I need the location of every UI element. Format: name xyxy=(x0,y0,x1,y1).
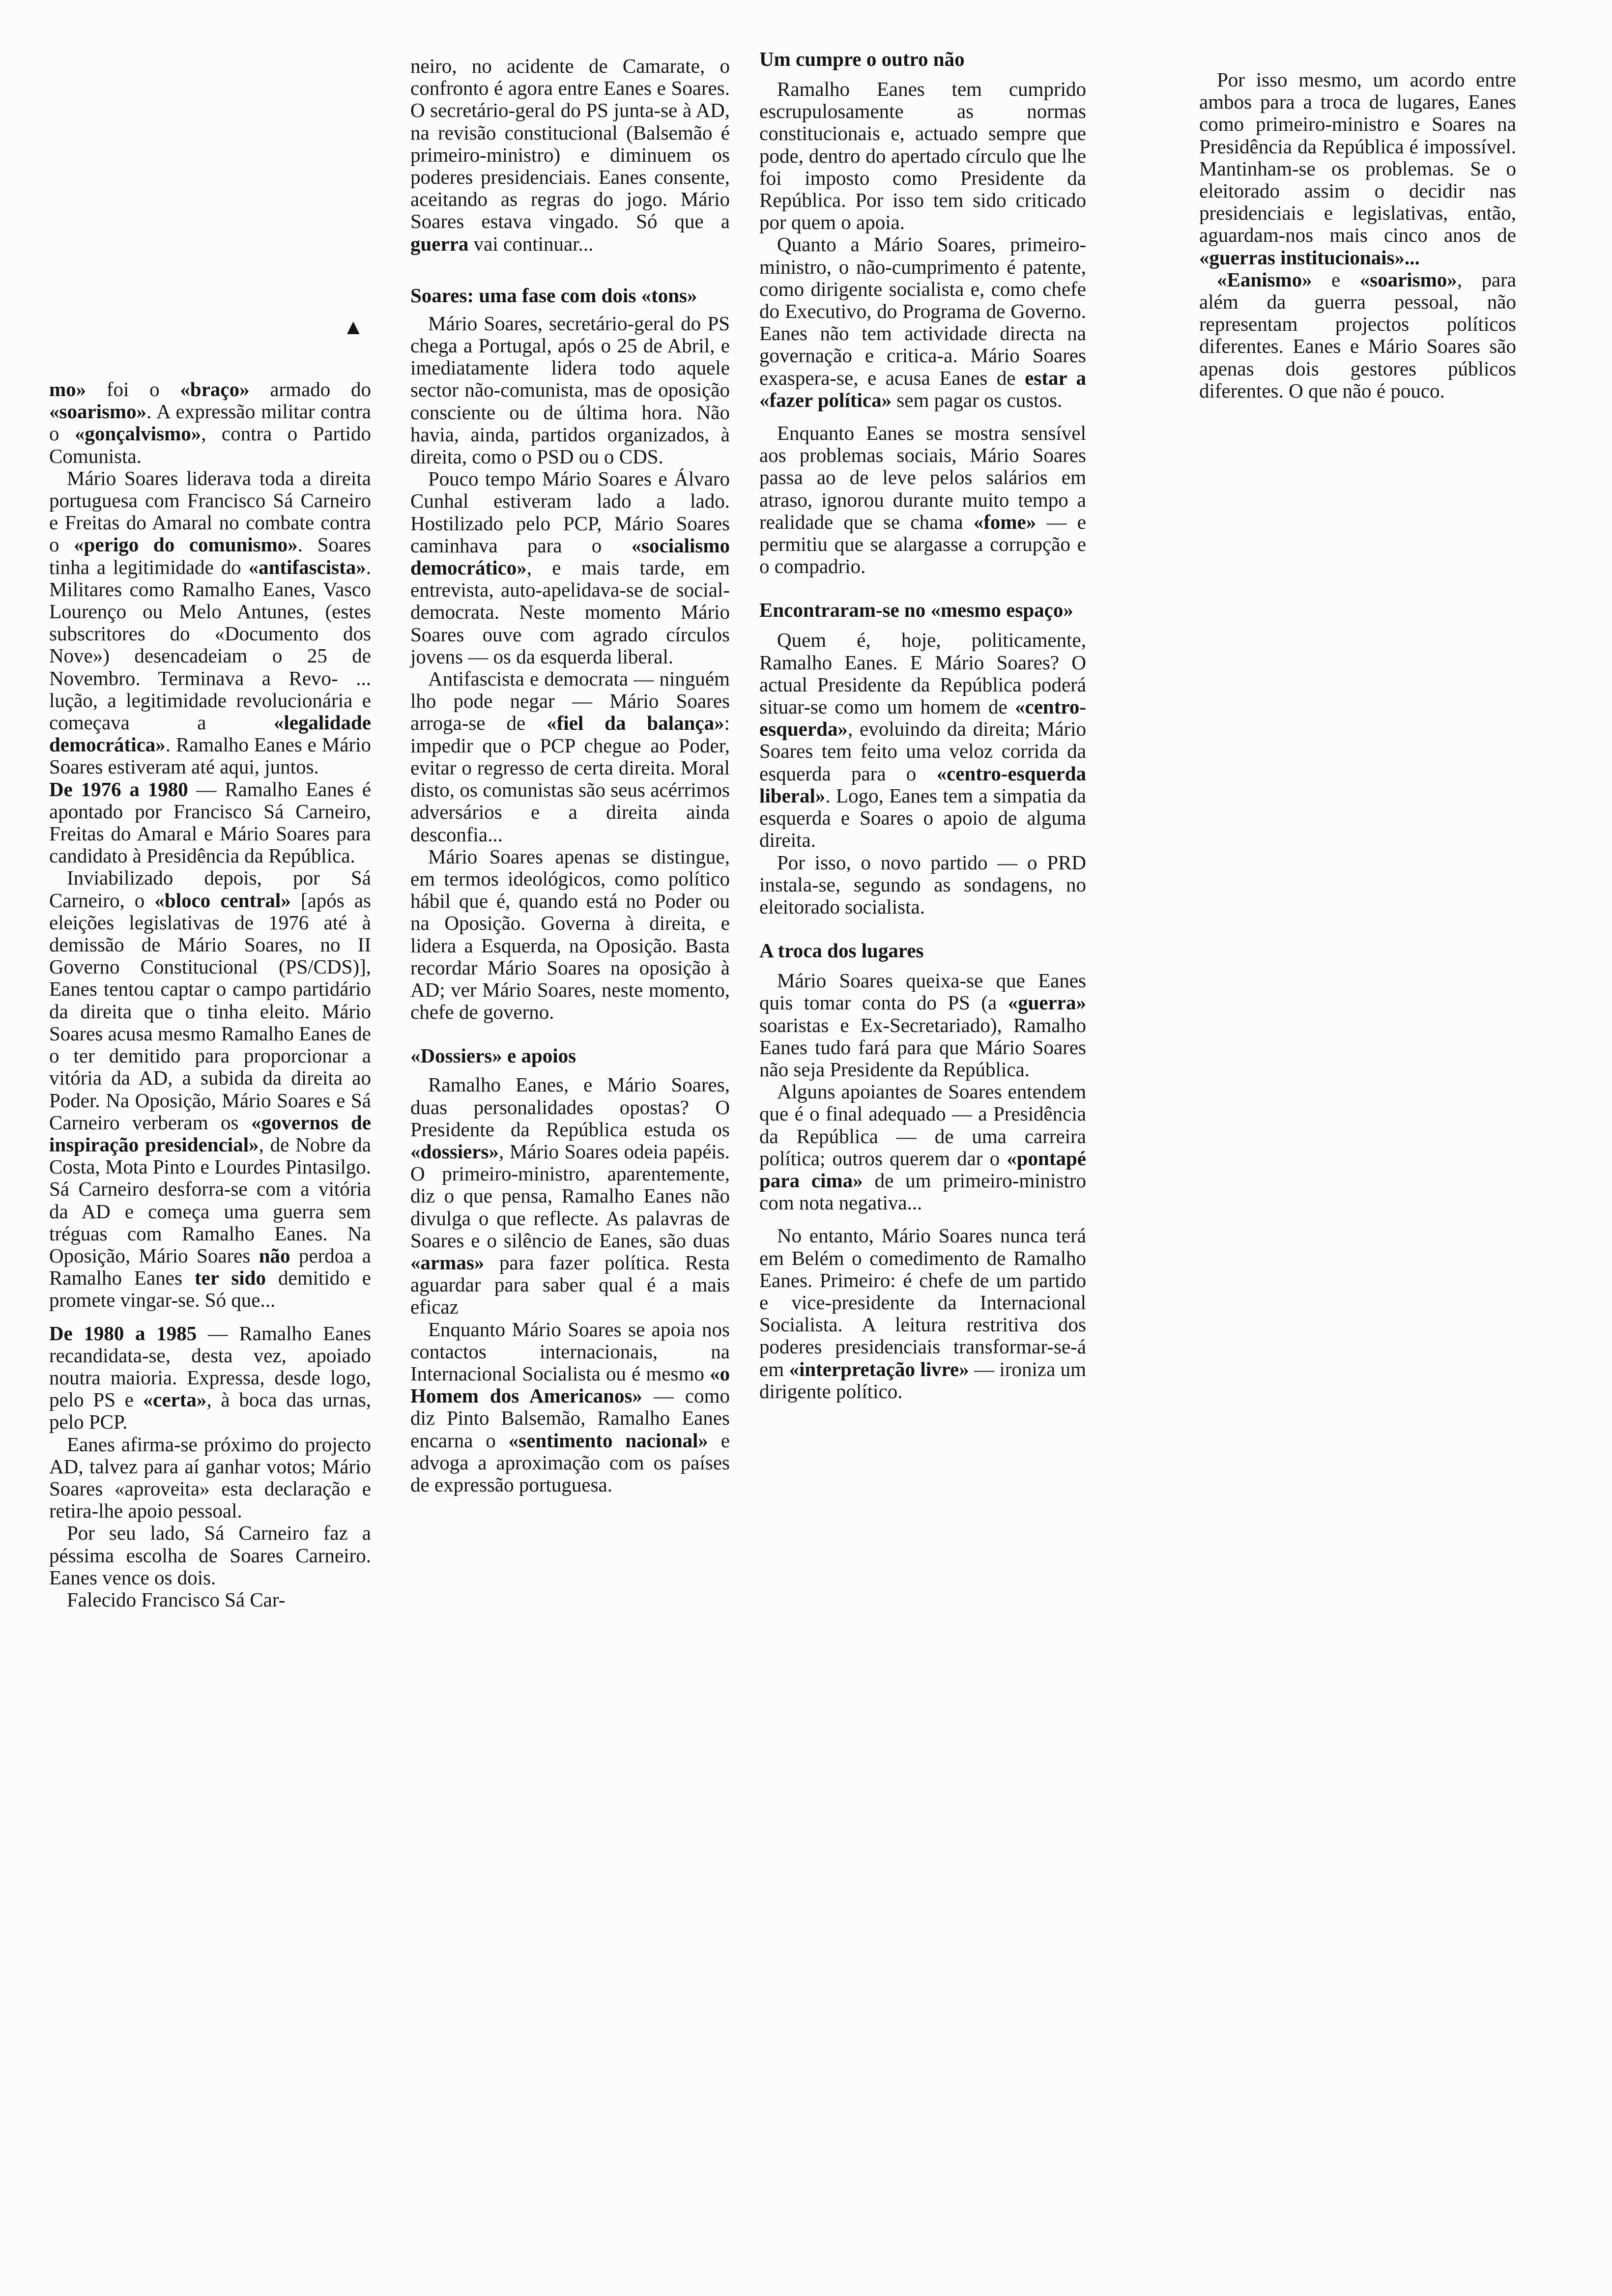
paragraph xyxy=(49,1434,371,1522)
bold-text-run: «interpretação livre» xyxy=(789,1357,969,1380)
text-run: Mário Soares liderava toda a direita portuguesa com Francisco Sá Carneiro e Freitas do Amaral no combate contra o xyxy=(49,466,371,556)
bold-text-run: não xyxy=(259,1244,290,1267)
bold-text-run: «sentimento nacional» xyxy=(508,1429,708,1452)
paragraph xyxy=(759,970,1086,1081)
text-run: Por isso mesmo, um acordo entre ambos para a troca de lugares, Eanes como primeiro-ministro e Soares na Presidência da República é impossível. Mantinham-se os problemas. Se o eleitorado assim o decidir nas presidenciais e legislativas, então, aguardam-nos mais cinco anos de xyxy=(1199,68,1516,247)
paragraph xyxy=(49,778,371,867)
bold-text-run: «guerra» xyxy=(1008,991,1086,1014)
bold-text-run: «centro-esquerda» xyxy=(759,695,1086,741)
paragraph xyxy=(410,668,730,846)
text-run: Quanto a Mário Soares, primeiro-ministro, o não-cumprimento é patente, como dirigente socialista e, como chefe do Executivo, do Programa de Governo. Eanes não tem actividade directa na governação e critica-a. Mário Soares exaspera-se, e acusa Eanes de xyxy=(759,233,1086,389)
text-run: — Ramalho Eanes recandidata-se, desta vez, apoiado noutra maioria. Expressa, desde logo, pelo PS e xyxy=(49,1321,372,1411)
paragraph xyxy=(49,378,371,467)
text-run: . Logo, Eanes tem a simpatia da esquerda e Soares o apoio de alguma direita. xyxy=(759,784,1086,852)
text-run: neiro, no acidente de Camarate, o confronto é agora entre Eanes e Soares. O secretário-geral do PS junta-se à AD, na revisão constitucional (Balsemão é primeiro-ministro) e diminuem os poderes presidenciais. Eanes consente, aceitando as regras do jogo. Mário Soares estava vingado. Só que a xyxy=(410,55,730,233)
paragraph xyxy=(410,846,730,1024)
text-run: foi o xyxy=(86,378,180,401)
text-run: . Soares tinha a legitimidade do xyxy=(49,533,371,578)
text-run: Enquanto Eanes se mostra sensível aos problemas sociais, Mário Soares passa ao de leve pelos salários em atraso, ignorou durante muito tempo a realidade que se chama xyxy=(759,422,1086,533)
bold-text-run: «socialismo democrático» xyxy=(410,534,730,579)
text-run: Ramalho Eanes tem cumprido escrupulosamente as normas constitucionais e, actuado sempre que pode, dentro do apertado círculo que lhe foi imposto como Presidente da República. Por isso tem sido criticado por quem o apoia. xyxy=(759,78,1086,234)
text-run: para fazer política. Resta aguardar para saber qual é a mais eficaz xyxy=(410,1251,730,1319)
bold-text-run: «o Homem dos Americanos» xyxy=(410,1362,730,1407)
text-run: armado do xyxy=(249,378,371,401)
article-column-1 xyxy=(49,378,371,1611)
paragraph xyxy=(1199,69,1516,269)
text-run: sem pagar os custos. xyxy=(892,388,1063,411)
paragraph xyxy=(759,1081,1086,1214)
paragraph xyxy=(759,1225,1086,1403)
text-run: e xyxy=(1312,268,1360,291)
text-run: Antifascista e democrata — ninguém lho pode negar — Mário Soares arroga-se de xyxy=(410,667,730,735)
text-run: , de Nobre da Costa, Mota Pinto e Lourdes Pintasilgo. Sá Carneiro desforra-se com a vitória da AD e começa uma guerra sem tréguas com Ramalho Eanes. Na Oposição, Mário Soares xyxy=(49,1133,371,1267)
paragraph xyxy=(49,867,371,1311)
article-column-3 xyxy=(759,48,1086,1403)
text-run: e advoga a aproximação com os países de expressão portuguesa. xyxy=(410,1429,730,1496)
text-run: perdoa a Ramalho Eanes xyxy=(49,1244,371,1290)
text-run: vai continuar... xyxy=(468,232,594,255)
text-run: Mário Soares queixa-se que Eanes quis tomar conta do PS (a xyxy=(759,969,1086,1014)
text-run: . Ramalho Eanes e Mário Soares estiveram até aqui, juntos. xyxy=(49,733,371,778)
bold-text-run: «braço» xyxy=(180,378,250,401)
text-run: : impedir que o PCP chegue ao Poder, evitar o regresso de certa direita. Moral disto, os comunistas são seus acérrimos adversários e a direita ainda desconfia... xyxy=(410,712,730,846)
paragraph xyxy=(410,1319,730,1496)
text-run: Pouco tempo Mário Soares e Álvaro Cunhal estiveram lado a lado. Hostilizado pelo PCP, Mário Soares caminhava para o xyxy=(410,467,730,557)
section-heading: A troca dos lugares xyxy=(759,939,924,962)
bold-text-run: «armas» xyxy=(410,1251,485,1274)
text-run: Enquanto Mário Soares se apoia nos contactos internacionais, na Internacional Socialista ou é mesmo xyxy=(410,1318,730,1385)
text-run: , para além da guerra pessoal, não representam projectos políticos diferentes. Eanes e Mário Soares são apenas dois gestores públicos diferentes. O que não é pouco. xyxy=(1199,268,1516,402)
text-run: [após as eleições legislativas de 1976 até à demissão de Mário Soares, no II Governo Constitucional (PS/CDS)], Eanes tentou captar o campo partidário da direita que o tinha eleito. Mário Soares acusa mesmo Ramalho Eanes de o ter demitido para proporcionar a vitória da AD, a subida da direita ao Poder. Na Oposição, Mário Soares e Sá Carneiro verberam os xyxy=(49,889,371,1134)
section-heading: Um cumpre o outro não xyxy=(759,48,965,70)
bold-text-run: «legalidade democrática» xyxy=(49,711,371,756)
text-run: de um primeiro-ministro com nota negativa... xyxy=(759,1169,1086,1214)
bold-text-run: «certa» xyxy=(143,1388,207,1411)
text-run: . Militares como Ramalho Eanes, Vasco Lourenço ou Melo Antunes, (estes subscritores do «Documento dos Nove») desencadeiam o 25 de Novembro. Terminava a Revo- ... lução, a legitimidade revolucionária e começava a xyxy=(49,555,371,734)
text-run: , contra o Partido Comunista. xyxy=(49,422,371,467)
section-heading: Encontraram-se no «mesmo espaço» xyxy=(759,599,1073,622)
article-column-4 xyxy=(1199,69,1516,402)
text-run: No entanto, Mário Soares nunca terá em Belém o comedimento de Ramalho Eanes. Primeiro: é chefe de um partido e vice-presidente da Internacional Socialista. A leitura restritiva dos poderes presidenciais transformar-se-á em xyxy=(759,1224,1086,1380)
paragraph xyxy=(410,313,730,468)
text-run: Inviabilizado depois, por Sá Carneiro, o xyxy=(49,866,371,912)
text-run: , à boca das urnas, pelo PCP. xyxy=(49,1388,371,1434)
paragraph xyxy=(1199,269,1516,402)
bold-text-run: «dossiers» xyxy=(410,1140,499,1163)
paragraph xyxy=(410,1074,730,1318)
paragraph xyxy=(759,852,1086,918)
paragraph xyxy=(410,468,730,668)
bold-text-run: «governos de inspiração presidencial» xyxy=(49,1111,372,1156)
text-run: Quem é, hoje, politicamente, Ramalho Eanes. E Mário Soares? O actual Presidente da República poderá situar-se como um homem de xyxy=(759,629,1086,718)
text-run: Por isso, o novo partido — o PRD instala-se, segundo as sondagens, no eleitorado socialista. xyxy=(759,851,1086,918)
bold-text-run: estar a «fazer política» xyxy=(759,366,1087,411)
article-column-2 xyxy=(410,55,730,1496)
text-run: Por seu lado, Sá Carneiro faz a péssima escolha de Soares Carneiro. Eanes vence os dois. xyxy=(49,1521,371,1589)
corner-mark: ▲ xyxy=(343,315,364,339)
bold-text-run: «guerras institucionais»... xyxy=(1199,246,1420,269)
paragraph xyxy=(410,55,730,255)
section-heading: Soares: uma fase com dois «tons» xyxy=(410,284,697,307)
text-run: — ironiza um dirigente político. xyxy=(759,1357,1086,1403)
paragraph xyxy=(759,233,1086,411)
text-run: — como diz Pinto Balsemão, Ramalho Eanes encarna o xyxy=(410,1384,730,1452)
paragraph xyxy=(49,1522,371,1589)
paragraph xyxy=(759,78,1086,233)
paragraph xyxy=(759,422,1086,577)
bold-text-run: «soarismo» xyxy=(49,400,147,423)
text-run: , evoluindo da direita; Mário Soares tem feito uma veloz corrida da esquerda para o xyxy=(759,718,1086,785)
paragraph xyxy=(49,1589,371,1611)
bold-text-run: «gonçalvismo» xyxy=(74,422,202,445)
bold-text-run: «fiel da balança» xyxy=(547,712,724,735)
text-run: . A expressão militar contra o xyxy=(49,400,371,445)
text-run: — e permitiu que se alargasse a corrupção e o compadrio. xyxy=(759,510,1087,578)
bold-text-run: De 1980 a 1985 xyxy=(49,1321,197,1345)
bold-text-run: «pontapé para cima» xyxy=(759,1147,1086,1192)
text-run: Ramalho Eanes, e Mário Soares, duas personalidades opostas? O Presidente da República estuda os xyxy=(410,1073,730,1141)
bold-text-run: mo» xyxy=(49,378,86,401)
bold-text-run: «antifascista» xyxy=(248,555,366,578)
text-run: Alguns apoiantes de Soares entendem que é o final adequado — a Presidência da República — de uma carreira política; outros querem dar o xyxy=(759,1080,1086,1170)
bold-text-run: «Eanismo» xyxy=(1217,268,1312,291)
text-run: — Ramalho Eanes é apontado por Francisco Sá Carneiro, Freitas do Amaral e Mário Soares para candidato à Presidência da República. xyxy=(49,777,371,867)
section-heading: «Dossiers» e apoios xyxy=(410,1044,576,1067)
text-run: demitido e promete vingar-se. Só que... xyxy=(49,1266,372,1312)
text-run: , Mário Soares odeia papéis. O primeiro-ministro, aparentemente, diz o que pensa, Ramalho Eanes não divulga o que reflecte. As palavras de Soares e o silêncio de Eanes, são duas xyxy=(410,1140,730,1252)
paragraph xyxy=(49,1322,371,1434)
text-run: Mário Soares apenas se distingue, em termos ideológicos, como político hábil que é, quando está no Poder ou na Oposição. Governa à direita, e lidera a Esquerda, na Oposição. Basta recordar Mário Soares na oposição à AD; ver Mário Soares, neste momento, chefe de governo. xyxy=(410,845,730,1024)
paragraph xyxy=(759,629,1086,851)
bold-text-run: De 1976 a 1980 xyxy=(49,777,188,801)
bold-text-run: «centro-esquerda liberal» xyxy=(759,762,1086,807)
text-run: soaristas e Ex-Secretariado), Ramalho Eanes tudo fará para que Mário Soares não seja Presidente da República. xyxy=(759,1013,1086,1081)
paragraph xyxy=(49,467,371,778)
bold-text-run: «soarismo» xyxy=(1359,268,1457,291)
bold-text-run: «perigo do comunismo» xyxy=(74,533,298,556)
text-run: Falecido Francisco Sá Car- xyxy=(67,1588,286,1611)
text-run: Eanes afirma-se próximo do projecto AD, talvez para aí ganhar votos; Mário Soares «aproveita» esta declaração e retira-lhe apoio pessoal. xyxy=(49,1433,371,1522)
text-run: , e mais tarde, em entrevista, auto-apelidava-se de social-democrata. Neste momento Mário Soares ouve com agrado círculos jovens — os da esquerda liberal. xyxy=(410,556,730,668)
text-run: Mário Soares, secretário-geral do PS chega a Portugal, após o 25 de Abril, e imediatamente lidera todo aquele sector não-comunista, mas de oposição consciente ou de última hora. Não havia, ainda, partidos organizados, à direita, como o PSD ou o CDS. xyxy=(410,312,730,468)
bold-text-run: «bloco central» xyxy=(154,889,291,912)
bold-text-run: ter sido xyxy=(194,1266,266,1290)
bold-text-run: «fome» xyxy=(973,510,1036,533)
bold-text-run: guerra xyxy=(410,232,469,255)
